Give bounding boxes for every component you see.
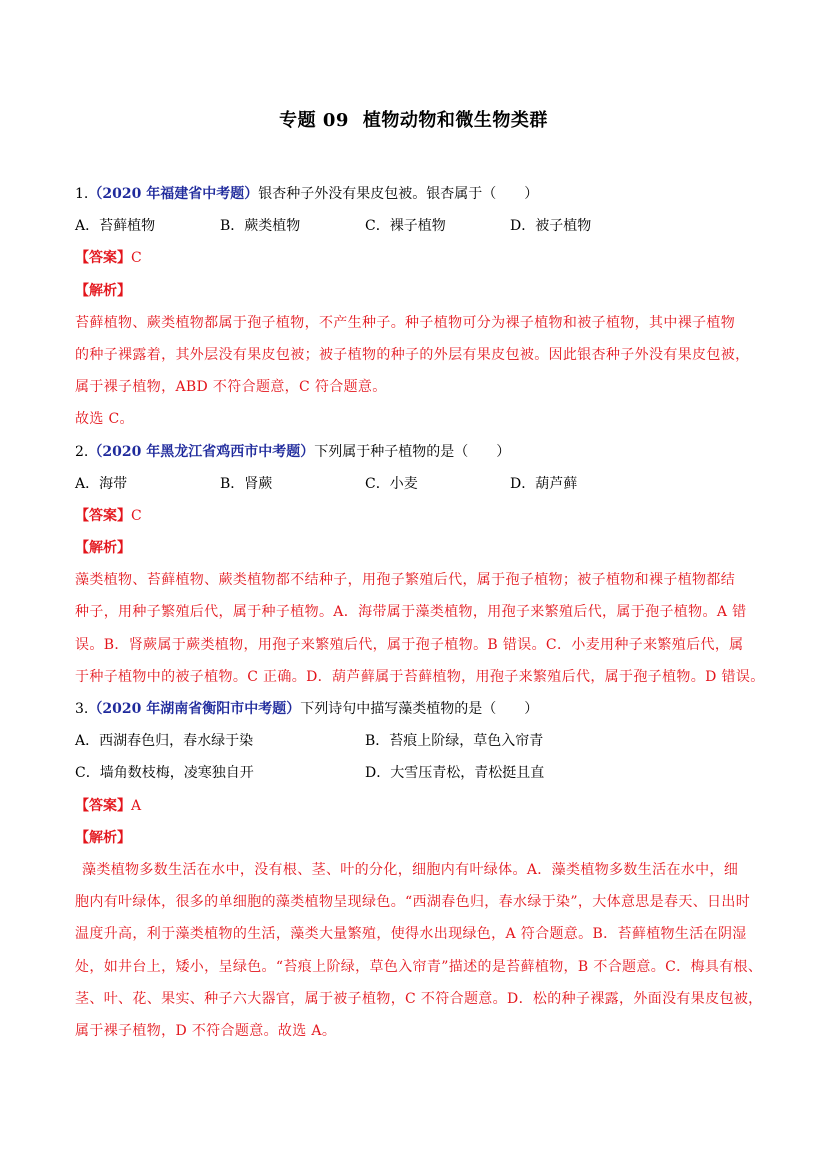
analysis-line: 属于裸子植物，D 不符合题意。故选 A。 (75, 1022, 337, 1039)
analysis-line: 种子，用种子繁殖后代，属于种子植物。A．海带属于藻类植物，用孢子来繁殖后代，属于孢子植物。A 错 (75, 604, 747, 621)
question-3-stem (75, 693, 765, 725)
question-3-answer (75, 790, 765, 822)
question-text: 下列诗句中描写藻类植物的是（ ） (300, 701, 539, 717)
analysis-line: 胞内有叶绿体，很多的单细胞的藻类植物呈现绿色。“西湖春色归，春水绿于染”，大体意思是春天、日出时 (75, 894, 751, 911)
question-2-answer (75, 500, 765, 532)
question-2-analysis-label: 【解析】 (75, 540, 131, 557)
question-1-answer (75, 242, 765, 274)
analysis-line: 藻类植物多数生活在水中，没有根、茎、叶的分化，细胞内有叶绿体。A．藻类植物多数生活在水中，细 (82, 861, 739, 878)
option-c: C．小麦 (365, 475, 418, 492)
option-c: C．裸子植物 (365, 218, 446, 235)
question-3-options-row-1 (75, 725, 765, 757)
analysis-line: 温度升高，利于藻类植物的生活，藻类大量繁殖，使得水出现绿色，A 符合题意。B．苔藓植物生活在阴湿 (75, 926, 747, 943)
answer-value: C (131, 507, 142, 524)
question-source: （2020 年黑龙江省鸡西市中考题） (88, 443, 315, 460)
question-3-options-row-2 (75, 757, 765, 789)
option-d: D．大雪压青松，青松挺且直 (365, 765, 545, 782)
option-d: D．被子植物 (510, 218, 592, 235)
analysis-line: 属于裸子植物，ABD 不符合题意，C 符合题意。 (75, 379, 387, 396)
analysis-line: 故选 C。 (75, 411, 134, 428)
question-text: 下列属于种子植物的是（ ） (314, 443, 511, 460)
question-3-analysis-label: 【解析】 (75, 829, 131, 846)
analysis-line: 苔藓植物、蕨类植物都属于孢子植物，不产生种子。种子植物可分为裸子植物和被子植物，其中裸子植物 (75, 314, 736, 331)
analysis-line: 的种子裸露着，其外层没有果皮包被；被子植物的种子的外层有果皮包被。因此银杏种子外没有果皮包被， (75, 346, 750, 363)
answer-label: 【答案】 (75, 797, 131, 814)
question-1-analysis (75, 307, 765, 436)
question-list (75, 178, 765, 1047)
answer-value: C (131, 250, 142, 267)
option-b: B．肾蕨 (220, 475, 273, 492)
answer-value: A (131, 797, 142, 814)
question-number: 2. (75, 443, 89, 460)
option-a: A．苔藓植物 (75, 218, 156, 235)
analysis-line: 于种子植物中的被子植物。C 正确。D．葫芦藓属于苔藓植物，用孢子来繁殖后代，属于孢子植物。D 错误。 (75, 668, 765, 685)
question-source: （2020 年福建省中考题） (88, 186, 259, 202)
question-1-analysis-label: 【解析】 (75, 282, 131, 299)
question-1-stem (75, 178, 765, 210)
analysis-line: 藻类植物、苔藓植物、蕨类植物都不结种子，用孢子繁殖后代，属于孢子植物；被子植物和裸子植物都结 (75, 572, 736, 589)
option-d: D．葫芦藓 (510, 475, 578, 492)
question-3-analysis (75, 854, 765, 1047)
option-c: C．墙角数枝梅，凌寒独自开 (75, 765, 254, 782)
analysis-line: 误。B．肾蕨属于蕨类植物，用孢子来繁殖后代，属于孢子植物。B 错误。C．小麦用种子来繁殖后代，属 (75, 636, 744, 653)
title-main: 植物动物和微生物类群 (362, 110, 548, 131)
question-2-analysis (75, 564, 765, 693)
question-text: 银杏种子外没有果皮包被。银杏属于（ ） (258, 186, 539, 202)
question-source: （2020 年湖南省衡阳市中考题） (88, 701, 301, 717)
question-number: 1. (75, 186, 89, 202)
page-title (0, 106, 827, 132)
option-a: A．西湖春色归，春水绿于染 (75, 733, 254, 750)
title-prefix: 专题 09 (279, 110, 349, 131)
analysis-line: 茎、叶、花、果实、种子六大器官，属于被子植物，C 不符合题意。D．松的种子裸露，外面没有果皮包被， (75, 990, 763, 1007)
option-b: B．蕨类植物 (220, 218, 301, 235)
option-b: B．苔痕上阶绿，草色入帘青 (365, 733, 544, 750)
question-1-options (75, 210, 765, 242)
question-2-options (75, 468, 765, 500)
question-2-stem (75, 436, 765, 468)
answer-label: 【答案】 (75, 250, 131, 267)
option-a: A．海带 (75, 475, 128, 492)
question-number: 3. (75, 701, 89, 717)
answer-label: 【答案】 (75, 507, 131, 524)
analysis-line: 处，如井台上，矮小，呈绿色。“苔痕上阶绿，草色入帘青”描述的是苔藓植物，B 不合题意。C．梅具有根、 (75, 958, 763, 975)
